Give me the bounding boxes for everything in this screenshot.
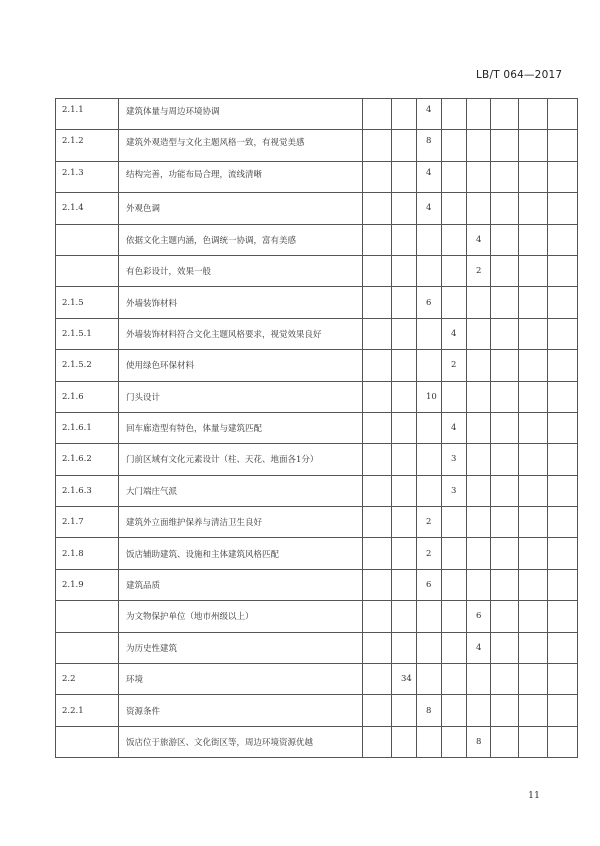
score-cell	[467, 475, 491, 506]
score-cell	[548, 161, 578, 192]
score-cell	[467, 161, 491, 192]
item-number: 2.1.1	[56, 99, 119, 130]
table-row	[56, 632, 578, 663]
score-cell	[519, 475, 548, 506]
score-cell	[363, 444, 392, 475]
score-cell	[548, 99, 578, 130]
score-cell	[392, 224, 417, 255]
item-number	[56, 224, 119, 255]
score-cell	[417, 350, 442, 381]
table-row	[56, 381, 578, 412]
table-row	[56, 130, 578, 161]
score-cell	[491, 287, 519, 318]
score-cell	[491, 444, 519, 475]
score-cell	[442, 193, 467, 224]
score-cell	[491, 381, 519, 412]
criteria-text: 饭店辅助建筑、设施和主体建筑风格匹配	[119, 538, 363, 569]
score-cell	[491, 193, 519, 224]
criteria-text: 建筑体量与周边环境协调	[119, 99, 363, 130]
score-cell	[363, 569, 392, 600]
table-row	[56, 193, 578, 224]
score-cell	[442, 538, 467, 569]
score-cell	[491, 350, 519, 381]
score-cell	[519, 350, 548, 381]
score-cell	[392, 412, 417, 443]
score-cell: 4	[442, 412, 467, 443]
score-cell	[467, 99, 491, 130]
score-cell	[442, 381, 467, 412]
score-cell	[467, 130, 491, 161]
score-cell	[519, 99, 548, 130]
item-number: 2.1.6.1	[56, 412, 119, 443]
score-cell	[548, 632, 578, 663]
score-cell	[363, 381, 392, 412]
criteria-text: 为文物保护单位（地市州级以上）	[119, 601, 363, 632]
score-cell	[519, 287, 548, 318]
score-cell: 4	[417, 99, 442, 130]
score-cell	[548, 726, 578, 757]
score-cell	[519, 664, 548, 695]
score-cell	[519, 601, 548, 632]
score-cell	[467, 381, 491, 412]
score-cell	[548, 350, 578, 381]
score-cell	[442, 255, 467, 286]
score-cell: 2	[442, 350, 467, 381]
item-number	[56, 601, 119, 632]
score-cell	[519, 255, 548, 286]
score-cell	[392, 475, 417, 506]
table-row	[56, 601, 578, 632]
score-cell	[363, 287, 392, 318]
score-cell	[442, 287, 467, 318]
score-cell	[548, 255, 578, 286]
score-cell: 2	[417, 507, 442, 538]
criteria-text: 回车廊造型有特色，体量与建筑匹配	[119, 412, 363, 443]
score-cell	[491, 99, 519, 130]
table-row	[56, 664, 578, 695]
score-cell	[417, 726, 442, 757]
score-cell	[363, 350, 392, 381]
criteria-text: 外墙装饰材料	[119, 287, 363, 318]
page-number: 11	[528, 790, 541, 801]
score-cell	[363, 695, 392, 726]
score-cell	[442, 130, 467, 161]
table-row	[56, 99, 578, 130]
score-cell	[363, 99, 392, 130]
score-cell	[442, 664, 467, 695]
score-cell	[491, 318, 519, 349]
score-cell	[491, 538, 519, 569]
score-cell: 3	[442, 444, 467, 475]
criteria-text: 大门端庄气派	[119, 475, 363, 506]
item-number: 2.1.9	[56, 569, 119, 600]
score-cell	[392, 99, 417, 130]
criteria-text: 外墙装饰材料符合文化主题风格要求，视觉效果良好	[119, 318, 363, 349]
score-cell	[392, 601, 417, 632]
item-number: 2.1.3	[56, 161, 119, 192]
score-cell	[548, 287, 578, 318]
score-cell	[363, 255, 392, 286]
score-cell	[467, 318, 491, 349]
item-number: 2.1.5	[56, 287, 119, 318]
score-cell: 3	[442, 475, 467, 506]
score-cell	[363, 507, 392, 538]
criteria-text: 使用绿色环保材料	[119, 350, 363, 381]
score-cell	[417, 255, 442, 286]
score-cell	[392, 350, 417, 381]
score-cell	[392, 538, 417, 569]
score-cell	[392, 130, 417, 161]
score-cell: 10	[417, 381, 442, 412]
score-cell	[519, 632, 548, 663]
score-cell	[491, 255, 519, 286]
score-cell	[467, 287, 491, 318]
score-cell	[548, 412, 578, 443]
score-cell	[491, 601, 519, 632]
table-row	[56, 475, 578, 506]
score-cell: 4	[442, 318, 467, 349]
score-cell	[519, 695, 548, 726]
score-cell	[491, 130, 519, 161]
score-cell	[467, 664, 491, 695]
score-cell	[417, 632, 442, 663]
score-cell	[442, 632, 467, 663]
score-cell	[491, 632, 519, 663]
score-cell	[467, 350, 491, 381]
score-cell	[392, 569, 417, 600]
score-cell	[363, 412, 392, 443]
score-cell	[467, 444, 491, 475]
item-number: 2.1.5.2	[56, 350, 119, 381]
item-number: 2.1.5.1	[56, 318, 119, 349]
score-cell	[392, 381, 417, 412]
score-cell	[442, 569, 467, 600]
score-cell	[442, 99, 467, 130]
score-cell	[548, 444, 578, 475]
item-number	[56, 632, 119, 663]
criteria-text: 外观色调	[119, 193, 363, 224]
score-cell: 4	[417, 161, 442, 192]
score-cell	[442, 507, 467, 538]
score-cell: 4	[417, 193, 442, 224]
score-cell	[519, 130, 548, 161]
score-cell	[363, 318, 392, 349]
score-cell	[548, 695, 578, 726]
table-row	[56, 412, 578, 443]
score-cell	[363, 475, 392, 506]
score-cell	[491, 224, 519, 255]
score-cell: 2	[417, 538, 442, 569]
score-cell	[392, 318, 417, 349]
criteria-text: 门头设计	[119, 381, 363, 412]
score-cell: 34	[392, 664, 417, 695]
score-cell	[392, 161, 417, 192]
score-cell	[548, 507, 578, 538]
score-cell: 6	[417, 569, 442, 600]
score-cell	[363, 161, 392, 192]
score-cell	[442, 224, 467, 255]
score-cell	[392, 632, 417, 663]
score-cell	[363, 601, 392, 632]
score-cell	[491, 664, 519, 695]
score-cell	[417, 664, 442, 695]
score-cell	[491, 507, 519, 538]
score-cell	[392, 287, 417, 318]
score-cell: 6	[467, 601, 491, 632]
score-cell	[442, 695, 467, 726]
criteria-text: 依据文化主题内涵，色调统一协调，富有美感	[119, 224, 363, 255]
criteria-text: 建筑外观造型与文化主题风格一致，有视觉美感	[119, 130, 363, 161]
item-number: 2.1.6.2	[56, 444, 119, 475]
score-cell: 8	[467, 726, 491, 757]
score-cell	[363, 224, 392, 255]
item-number: 2.1.4	[56, 193, 119, 224]
score-cell	[363, 538, 392, 569]
score-cell	[491, 726, 519, 757]
criteria-text: 资源条件	[119, 695, 363, 726]
table-row	[56, 255, 578, 286]
score-cell	[417, 444, 442, 475]
score-cell	[519, 193, 548, 224]
score-cell	[519, 538, 548, 569]
score-cell	[442, 161, 467, 192]
score-cell	[491, 695, 519, 726]
item-number	[56, 726, 119, 757]
item-number: 2.2	[56, 664, 119, 695]
criteria-text: 为历史性建筑	[119, 632, 363, 663]
score-cell	[363, 130, 392, 161]
table-row	[56, 538, 578, 569]
score-cell	[392, 507, 417, 538]
score-cell	[548, 193, 578, 224]
score-cell	[519, 444, 548, 475]
criteria-text: 结构完善，功能布局合理，流线清晰	[119, 161, 363, 192]
score-cell	[467, 412, 491, 443]
table-row	[56, 287, 578, 318]
table-row	[56, 726, 578, 757]
score-cell: 8	[417, 695, 442, 726]
score-cell	[392, 726, 417, 757]
score-cell	[392, 255, 417, 286]
scoring-table	[55, 98, 578, 758]
score-cell	[548, 538, 578, 569]
score-cell	[548, 569, 578, 600]
score-cell	[467, 538, 491, 569]
score-cell	[417, 318, 442, 349]
score-cell: 4	[467, 632, 491, 663]
score-cell	[519, 507, 548, 538]
table-row	[56, 695, 578, 726]
score-cell	[417, 601, 442, 632]
score-cell	[363, 632, 392, 663]
score-cell	[392, 444, 417, 475]
criteria-text: 饭店位于旅游区、文化街区等，周边环境资源优越	[119, 726, 363, 757]
criteria-text: 建筑品质	[119, 569, 363, 600]
score-cell	[548, 130, 578, 161]
score-cell	[519, 726, 548, 757]
score-cell	[519, 161, 548, 192]
score-cell	[491, 161, 519, 192]
score-cell: 2	[467, 255, 491, 286]
score-cell	[519, 224, 548, 255]
score-cell	[417, 475, 442, 506]
score-cell	[548, 318, 578, 349]
criteria-text: 有色彩设计，效果一般	[119, 255, 363, 286]
item-number: 2.1.8	[56, 538, 119, 569]
score-cell	[467, 569, 491, 600]
score-cell: 4	[467, 224, 491, 255]
table-row	[56, 350, 578, 381]
table-row	[56, 161, 578, 192]
score-cell	[548, 224, 578, 255]
score-cell	[392, 695, 417, 726]
score-cell	[548, 381, 578, 412]
item-number: 2.1.6	[56, 381, 119, 412]
score-cell	[442, 726, 467, 757]
score-cell	[363, 726, 392, 757]
score-cell	[417, 224, 442, 255]
table-row	[56, 507, 578, 538]
standard-code: LB/T 064—2017	[476, 69, 563, 81]
score-cell	[519, 381, 548, 412]
score-cell	[519, 569, 548, 600]
score-cell	[417, 412, 442, 443]
score-cell	[519, 412, 548, 443]
item-number: 2.1.7	[56, 507, 119, 538]
score-cell	[548, 601, 578, 632]
item-number: 2.1.6.3	[56, 475, 119, 506]
score-cell	[548, 664, 578, 695]
score-cell	[467, 507, 491, 538]
table-row	[56, 224, 578, 255]
score-cell	[467, 193, 491, 224]
score-cell	[467, 695, 491, 726]
item-number	[56, 255, 119, 286]
score-cell	[392, 193, 417, 224]
score-cell: 6	[417, 287, 442, 318]
score-cell	[442, 601, 467, 632]
item-number: 2.2.1	[56, 695, 119, 726]
table-row	[56, 318, 578, 349]
score-cell	[363, 193, 392, 224]
table-row	[56, 444, 578, 475]
score-cell	[548, 475, 578, 506]
score-cell	[363, 664, 392, 695]
item-number: 2.1.2	[56, 130, 119, 161]
score-cell	[491, 475, 519, 506]
criteria-text: 环境	[119, 664, 363, 695]
score-cell	[491, 412, 519, 443]
score-cell	[491, 569, 519, 600]
score-cell	[519, 318, 548, 349]
criteria-text: 建筑外立面维护保养与清洁卫生良好	[119, 507, 363, 538]
criteria-text: 门前区域有文化元素设计（柱、天花、地面各1分）	[119, 444, 363, 475]
score-cell: 8	[417, 130, 442, 161]
table-row	[56, 569, 578, 600]
